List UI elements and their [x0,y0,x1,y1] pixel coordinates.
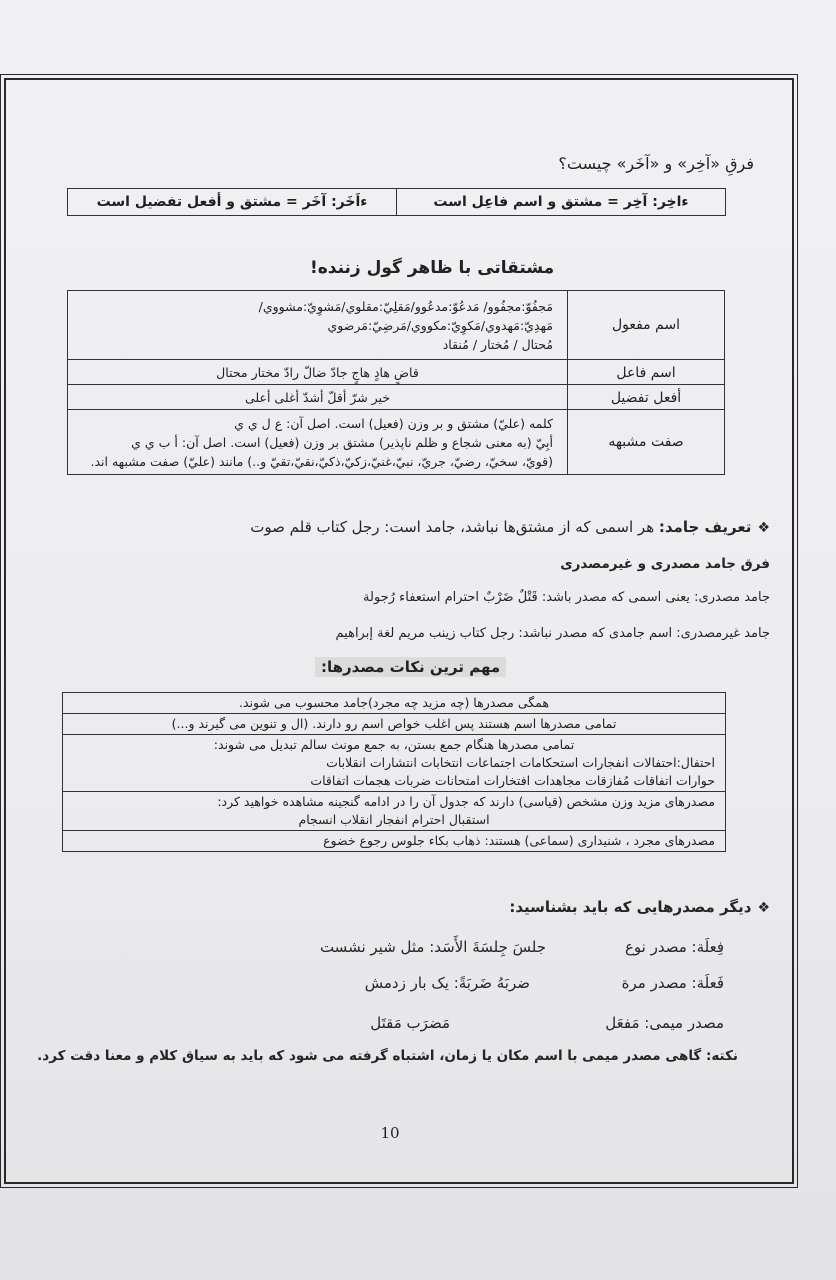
jamed-definition-label: تعریف جامد: [658,518,752,536]
notes-row [63,693,725,713]
deriv-label: صفت مشبهه [567,410,724,474]
deriv-row-maful [68,291,724,359]
deriv-content [68,410,567,474]
masdar-naw-example: جلسَ جِلسَةَ الأَسَد: مثل شیر نشست [319,938,546,956]
jamed-ghayr-masdari-line: جامد غیرمصدری: اسم جامدی که مصدر نباشد: رجل کتاب زینب مریم لغة إبراهیم [335,626,770,641]
deriv-content [68,291,567,359]
deriv-content [68,360,567,385]
deriv-row-tafdil [68,384,724,410]
notes-row [63,791,725,830]
notes-line: مصدرهای مجرد ، شنیداری (سماعی) هستند: ذهاب بکاء جلوس رجوع خضوع [323,833,715,848]
masdar-mimi-label: مصدر میمی: مَفعَل [605,1014,724,1032]
deriv-line: خیر شرّ أقلّ أشدّ أغلی أعلی [244,390,391,405]
deriv-line: (قويّ، سخيّ، رضيّ، جريّ، نبيّ،غنيّ،زكيّ،ذكيّ،نقيّ،تقيّ و..) مانند (عليّ) صفت مشبهه اند. [90,453,553,469]
deriv-line: مَجفُوّ:مجفُوو/ مَدعُوّ:مدعُوو/مَقلِيّ:مقلوي/مَشوِيّ:مشووي/ [258,298,553,314]
deriv-label: اسم مفعول [567,291,724,359]
masdar-naw-label: فِعلَة: مصدر نوع [624,938,724,956]
jamed-definition-text: هر اسمی که از مشتق‌ها نباشد، جامد است: رجل کتاب قلم صوت [250,518,655,536]
diamond-bullet-icon: ❖ [757,520,770,536]
diamond-bullet-icon: ❖ [757,900,770,916]
notes-row [63,734,725,791]
page-number: 10 [380,1124,400,1142]
mimi-note: نکته: گاهی مصدر میمی با اسم مکان یا زمان، اشتباه گرفته می شود که باید به سیاق کلام و معنا دقت کرد. [37,1048,738,1064]
notes-line: حوارات اتفاقات مُفازقات مجاهدات افتخارات امتحانات ضربات هجمات اتفاقات [310,773,715,788]
notes-row [63,713,725,734]
deriv-content [68,385,567,410]
derivatives-title: مشتقاتی با ظاهر گول زننده! [310,258,555,278]
notes-line: همگی مصدرها (چه مزید چه مجرد)جامد محسوب می شوند. [239,695,549,710]
masdar-marra-label: فَعلَة: مصدر مرة [621,974,724,992]
deriv-label: اسم فاعل [567,360,724,385]
other-masdars-title-text: دیگر مصدرهایی که باید بشناسید: [509,898,752,916]
derivatives-table [67,290,725,475]
deriv-label: أفعل تفضیل [567,385,724,410]
notes-line: تمامی مصدرها اسم هستند پس اغلب خواص اسم رو دارند. (ال و تنوین می گیرند و...) [171,716,617,731]
masdar-notes-title [315,658,506,676]
deriv-line: قاضٍ هادٍ هاجٍ جادّ ضالّ رادّ مختار محتال [216,365,419,380]
other-masdars-title [509,898,770,916]
jamed-subheading: فرق جامد مصدری و غیرمصدری [560,556,770,572]
akhar-table [67,188,726,216]
masdar-notes-title-text: مهم ترین نکات مصدرها: [315,657,506,677]
deriv-row-fael [68,359,724,385]
akhar-cell-tafdil: ءاَخَر: آخَر = مشتق و أفعل تفضیل است [68,189,397,215]
deriv-row-mushabbaha [68,409,724,474]
masdar-mimi-example: مَضرَب مَقتَل [370,1014,450,1032]
notes-line: مصدرهای مزید وزن مشخص (قیاسی) دارند که جدول آن را در ادامه گنجینه مشاهده خواهید کرد: [217,794,715,809]
notes-line: تمامی مصدرها هنگام جمع بستن، به جمع مونث سالم تبدیل می شوند: [213,737,575,752]
akhar-cell-fael: ءاخِر: آخِر = مشتق و اسم فاعِل است [433,194,689,210]
akhar-question: فرقِ «آخِر» و «آخَر» چیست؟ [558,154,754,173]
deriv-line: کلمه (عليّ) مشتق و بر وزن (فعیل) است. اصل آن: ع ل ي ي [234,415,553,431]
deriv-line: مُحتال / مُختار / مُنقاد [442,336,553,352]
masdar-marra-example: ضربَهُ ضَربَةً: یک بار زدمش [364,974,530,992]
notes-row [63,830,725,851]
masdar-notes-table [62,692,726,852]
deriv-line: مَهدِيّ:مَهدوي/مَكوِيّ:مكووي/مَرضِيّ:مَرضوي [327,317,553,333]
notes-line: استقبال احترام انفجار انقلاب انسجام [298,812,490,827]
deriv-line: أبِيّ (به معنی شجاع و ظلم ناپذیر) مشتق بر وزن (فعیل) است. اصل آن: أ ب ي ي [131,434,553,450]
jamed-masdari-line: جامد مصدری: یعنی اسمی که مصدر باشد: قَتْلٌ ضَرْبٌ احترام استعفاء رُجولة [363,590,770,605]
jamed-definition [250,518,770,536]
notes-line: احتفال:احتفالات انفجارات استحکامات اجتماعات انتخابات انتشارات انقلابات [326,755,715,770]
